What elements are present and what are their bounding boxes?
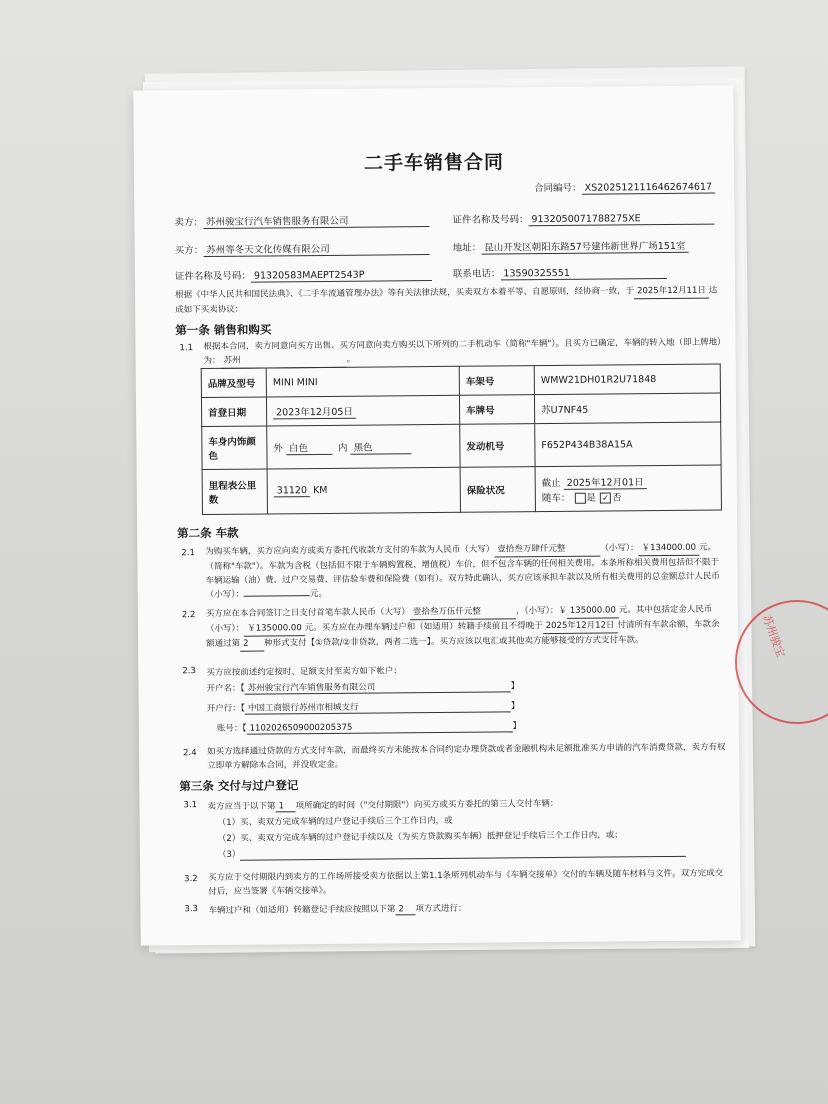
clause-3-3-text-b: 项方式进行： [415, 903, 467, 915]
reg-date-label: 首登日期 [201, 397, 266, 427]
clause-3-1-text-a: 卖方应当于以下第 [207, 801, 276, 813]
address-row [453, 238, 689, 255]
account-name-label: 开户名：【 [206, 683, 245, 695]
exterior-color: 白色 [286, 439, 332, 454]
vehicle-info-table [201, 364, 722, 516]
mileage-value: 31120 [274, 485, 310, 497]
table-row [201, 393, 720, 427]
clause-2-2-text-f: 种形式支付【①贷款/②非贷款，两者二选一】。买方应该以电汇或其他卖方能够接受的方式支付车款。 [264, 635, 644, 649]
phone-value: 13590325551 [500, 267, 666, 280]
contract-number [534, 179, 715, 196]
clause-2-3-number: 2.3 [182, 666, 196, 677]
clause-2-4-text: 如买方选择通过贷款的方式支付车款，而最终买方未能按本合同约定办理贷款或者金融机构未足额批准买方申请的汽车消费贷款，卖方有权立即单方解除本合同，并没收定金。 [207, 742, 726, 772]
clause-2-2-text-e: 付清所有车款余额，车款余额通过第 [206, 619, 720, 650]
buyer-value: 苏州等冬天文化传媒有限公司 [203, 240, 429, 257]
clause-3-3-text-a: 车辆过户和（如适用）转籍登记手续应按照以下第 [208, 904, 396, 917]
bracket-close: 】 [512, 721, 522, 732]
account-number-label: 账号：【 [216, 723, 247, 734]
clause-3-3-number: 3.3 [184, 904, 199, 915]
seller-row [174, 212, 429, 229]
exterior-prefix: 外 [273, 442, 283, 454]
clause-2-2-number: 2.2 [181, 610, 196, 621]
color-cell [267, 424, 460, 469]
clause-2-1-text-c: 元。（简称"车款"）。车款为含税（包括但不限于车辆购置税、增值税）车价，但不包含车辆的任何相关费用。本条所称相关费用包括但不限于车辆运输（油）费、过户交易费、评估验车费和保险费（如有）。双方特此确认，买方应该承担车款以及所有相关费用的总金额总计人民币（小写）： [205, 542, 720, 601]
buyer-id-row [175, 266, 432, 283]
company-seal-text: 苏州骏宝 [759, 613, 788, 660]
brand-label: 品牌及型号 [201, 368, 266, 398]
phone-label: 联系电话： [452, 268, 501, 280]
checkbox-yes [574, 492, 585, 503]
plate-label: 车牌号 [459, 395, 534, 425]
account-name-value: 苏州骏宝行汽车销售服务有限公司 [245, 679, 511, 694]
engine-label: 发动机号 [460, 424, 535, 468]
clause-2-1-text-d: 元。 [309, 588, 328, 600]
address-value: 昆山开发区朝阳东路57号建伟新世界广场151室 [481, 238, 688, 255]
clause-2-2-text-b: ，（小写）：￥ [515, 605, 567, 617]
clause-2-3-text: 买方应按前述约定按时、足额支付至卖方如下帐户： [206, 666, 402, 679]
clause-1-1-text: 根据本合同，卖方同意向买方出售、买方同意向卖方购买以下所列的二手机动车（简称"车辆"）。且买方已确定，车辆的转入地（即上牌地）为： [203, 337, 722, 367]
reg-date-cell [266, 395, 459, 426]
mileage-unit: KM [312, 484, 328, 497]
account-bank-value: 中国工商银行苏州市相城支行 [245, 699, 511, 714]
address-label: 地址： [452, 242, 482, 254]
table-row [201, 364, 720, 398]
deposit-amount: ￥135000.00 [244, 621, 305, 637]
transfer-option: 2 [395, 904, 415, 915]
delivery-option: 1 [276, 801, 296, 812]
contract-number-label: 合同编号： [534, 182, 582, 195]
no-label: 否 [611, 491, 622, 503]
seller-value: 苏州骏宝行汽车销售服务有限公司 [203, 212, 429, 229]
clause-3-1-option-2: （2）买、卖双方完成车辆的过户登记手续以及（为买方贷款购买车辆）抵押登记手续后三个工作日内，或； [217, 830, 623, 844]
mileage-cell [267, 467, 460, 514]
clause-3-2-text: 买方应于交付期限内到卖方的工作场所接受卖方依据以上第1.1条所列机动车与《车辆交接单》交付的车辆及随车材料与文件。双方完成交付后，应当签署《车辆交接单》。 [208, 868, 724, 898]
clause-3-1-option-1: （1）买、卖双方完成车辆的过户登记手续后三个工作日内，或 [217, 815, 453, 828]
contract-number-value: XS2025121116462674617 [582, 182, 715, 195]
clause-2-1-text-a: 为购买车辆，买方应向卖方或卖方委托代收款方支付的车款为人民币（大写） [205, 544, 495, 558]
account-number-row [217, 719, 521, 735]
clause-3-1 [207, 797, 558, 813]
interior-color: 黑色 [350, 439, 411, 455]
reg-date-value: 2023年12月05日 [273, 403, 356, 419]
clause-1-1: 根据本合同，卖方同意向买方出售、买方同意向卖方购买以下所列的二手机动车（简称"车辆"）。且买方已确定，车辆的转入地（即上牌地）为： 苏州 。 [203, 335, 723, 369]
with-car-label: 随车： [541, 492, 571, 504]
checkbox-no: ✓ [600, 492, 611, 503]
insurance-label: 保险状况 [460, 467, 535, 513]
clause-3-1-option-3 [218, 844, 687, 861]
article-3-heading: 第三条 交付与过户登记 [179, 778, 299, 794]
clause-2-2-text-d: 元。买方应在办理车辆过户和（如适用）转籍手续前且不得晚于 [304, 621, 543, 634]
clause-2-1-number: 2.1 [181, 548, 195, 559]
seller-id-row [452, 210, 714, 227]
buyer-row [175, 240, 430, 257]
contract-page [133, 85, 740, 945]
phone-row [453, 264, 667, 281]
seller-id-value: 9132050071788275XE [528, 213, 714, 227]
insurance-cell [535, 465, 721, 512]
clause-2-4-number: 2.4 [183, 748, 197, 759]
article-2-heading: 第二条 车款 [177, 525, 239, 541]
mileage-label: 里程表公里数 [202, 469, 267, 515]
buyer-label: 买方： [174, 245, 204, 257]
vin-value: WMW21DH01R2U71848 [534, 364, 720, 395]
document-title: 二手车销售合同 [363, 151, 505, 175]
insurance-until-value: 2025年12月01日 [564, 474, 647, 490]
engine-value: F652P434B38A15A [535, 422, 721, 467]
clause-2-1-text-b: （小写）： [600, 543, 639, 554]
buyer-id-value: 91320583MAEPT2543P [251, 269, 432, 283]
first-payment-in-figures: 135000.00 [567, 603, 619, 618]
yes-label: 是 [586, 492, 596, 504]
vin-label: 车架号 [459, 366, 534, 396]
bracket-close: 】 [510, 701, 520, 712]
first-payment-in-words: 壹拾叁万伍仟元整 [410, 604, 516, 620]
preamble-text: 根据《中华人民共和国民法典》、《二手车流通管理办法》等有关法律法规，买卖双方本着平等、自愿原则，经协商一致，于 [175, 286, 635, 301]
account-name-row [206, 679, 519, 695]
clause-2-1 [205, 540, 725, 602]
bracket-close: 】 [510, 681, 520, 692]
option-3-label: （3） [217, 849, 241, 860]
clause-2-2-text-a: 买方应在本合同签订之日支付首笔车款人民币（大写） [205, 607, 410, 620]
table-row [202, 422, 721, 470]
preamble-text-end: 达成如下买卖协议： [175, 285, 718, 316]
option-3-blank [240, 846, 686, 861]
total-amount-blank [244, 595, 310, 597]
clause-2-2 [206, 602, 726, 652]
price-in-words: 壹拾叁万肆仟元整 [494, 542, 600, 558]
insurance-until-label: 截止 [541, 477, 561, 489]
clause-1-1-number: 1.1 [179, 343, 194, 354]
account-number-value: 1102026509000205375 [247, 721, 513, 734]
brand-value: MINI MINI [266, 366, 459, 397]
clause-3-2-number: 3.2 [184, 874, 198, 885]
clause-2-2-text-c: 元。其中包括定金人民币（小写）： [205, 604, 713, 635]
payment-method: 2 [240, 637, 264, 652]
price-in-figures: ￥134000.00 [639, 541, 700, 557]
color-label: 车身内饰颜色 [202, 426, 267, 470]
preamble-date: 2025年12月11日 [634, 284, 709, 300]
plate-value: 苏U7NF45 [534, 393, 720, 424]
table-row [202, 465, 721, 515]
buyer-id-label: 证件名称及号码： [174, 270, 251, 283]
seller-id-label: 证件名称及号码： [452, 214, 529, 226]
account-bank-label: 开户行：【 [206, 703, 245, 715]
seller-label: 卖方： [174, 217, 203, 229]
clause-3-3 [208, 902, 466, 917]
clause-3-1-text-b: 项所确定的时间（"交付期限"）向买方或买方委托的第三人交付车辆： [295, 798, 559, 812]
article-1-heading: 第一条 销售和购买 [175, 322, 272, 338]
interior-prefix: 内 [337, 442, 348, 454]
preamble [175, 283, 725, 317]
clause-3-1-number: 3.1 [183, 800, 198, 811]
account-bank-row [207, 699, 520, 715]
transfer-city: 苏州 [221, 353, 347, 369]
balance-deadline: 2025年12月12日 [543, 618, 618, 634]
